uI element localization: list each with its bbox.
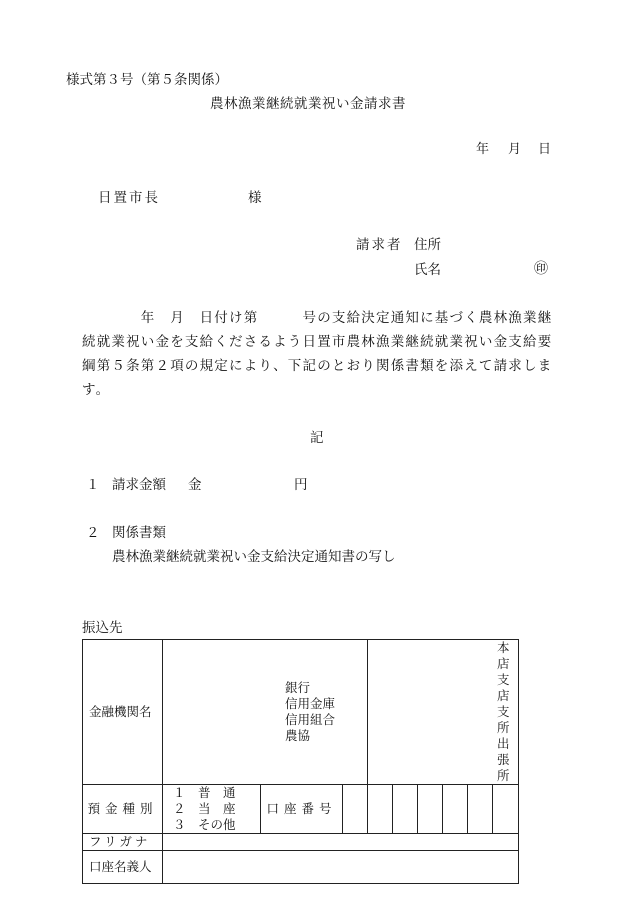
deposit-option: ２ 当 座 xyxy=(173,801,236,816)
requester-label: 請求者 xyxy=(356,237,403,253)
bank-account-table xyxy=(82,639,519,884)
form-number: 様式第３号（第５条関係） xyxy=(66,72,228,88)
request-body-text xyxy=(82,306,572,402)
item2-detail: 農林漁業継続就業祝い金支給決定通知書の写し xyxy=(112,549,396,565)
holder-row xyxy=(83,851,519,884)
date-year-label: 年 xyxy=(476,142,490,157)
page-title: 農林漁業継続就業祝い金請求書 xyxy=(210,96,406,112)
furigana-row xyxy=(83,834,519,851)
seal-icon: ㊞ xyxy=(534,261,548,277)
item1-number: １ xyxy=(86,477,100,493)
institution-type: 銀行 xyxy=(285,680,311,695)
body-line: 綱第５条第２項の規定により、下記のとおり関係書類を添えて請求しま xyxy=(82,358,553,374)
account-digit-box[interactable] xyxy=(343,785,368,834)
addressee-name: 日置市長 xyxy=(98,190,160,206)
account-holder-field[interactable] xyxy=(163,851,519,884)
institution-type: 信用金庫 xyxy=(285,696,336,711)
institution-type: 農協 xyxy=(285,728,311,743)
deposit-option: １ 普 通 xyxy=(173,785,236,800)
addressee-suffix: 様 xyxy=(248,190,262,206)
furigana-field[interactable] xyxy=(163,834,519,851)
item1-kin-label: 金 xyxy=(188,477,202,493)
institution-type: 信用組合 xyxy=(285,712,336,727)
account-digit-box[interactable] xyxy=(493,785,519,834)
item2-number: ２ xyxy=(86,525,100,541)
item1-label: 請求金額 xyxy=(112,477,166,493)
branch-type: 出張所 xyxy=(497,736,510,783)
account-digit-box[interactable] xyxy=(418,785,443,834)
deposit-row xyxy=(83,785,519,834)
item1-yen-label: 円 xyxy=(294,477,308,493)
deposit-option: ３ その他 xyxy=(173,817,236,832)
institution-row xyxy=(83,640,519,785)
deposit-type-label: 預金種別 xyxy=(83,785,163,834)
date-month-label: 月 xyxy=(508,142,522,157)
account-number-label: 口座番号 xyxy=(261,785,343,834)
item2-label: 関係書類 xyxy=(112,525,166,541)
branch-type: 本店 xyxy=(497,640,510,671)
branch-type: 支所 xyxy=(497,704,510,735)
branch-name-field[interactable] xyxy=(368,640,519,785)
furigana-label: フリガナ xyxy=(83,834,163,851)
branch-type: 支店 xyxy=(497,672,510,703)
transfer-heading: 振込先 xyxy=(82,620,123,636)
account-digit-box[interactable] xyxy=(368,785,393,834)
requester-address-label: 住所 xyxy=(414,237,441,253)
date-day-label: 日 xyxy=(538,142,552,157)
requester-name-label: 氏名 xyxy=(414,262,441,278)
ki-heading: 記 xyxy=(310,430,324,446)
account-digit-box[interactable] xyxy=(393,785,418,834)
body-line: 続就業祝い金を支給くださるよう日置市農林漁業継続就業祝い金支給要 xyxy=(82,334,553,350)
institution-label: 金融機関名 xyxy=(83,640,163,785)
deposit-type-options[interactable] xyxy=(163,785,261,834)
account-digit-box[interactable] xyxy=(443,785,468,834)
institution-name-field[interactable] xyxy=(163,640,368,785)
body-line: 年 月 日付け第 号の支給決定通知に基づく農林漁業継 xyxy=(82,310,553,326)
account-digit-box[interactable] xyxy=(468,785,493,834)
body-line: す。 xyxy=(82,382,111,398)
account-holder-label: 口座名義人 xyxy=(83,851,163,884)
